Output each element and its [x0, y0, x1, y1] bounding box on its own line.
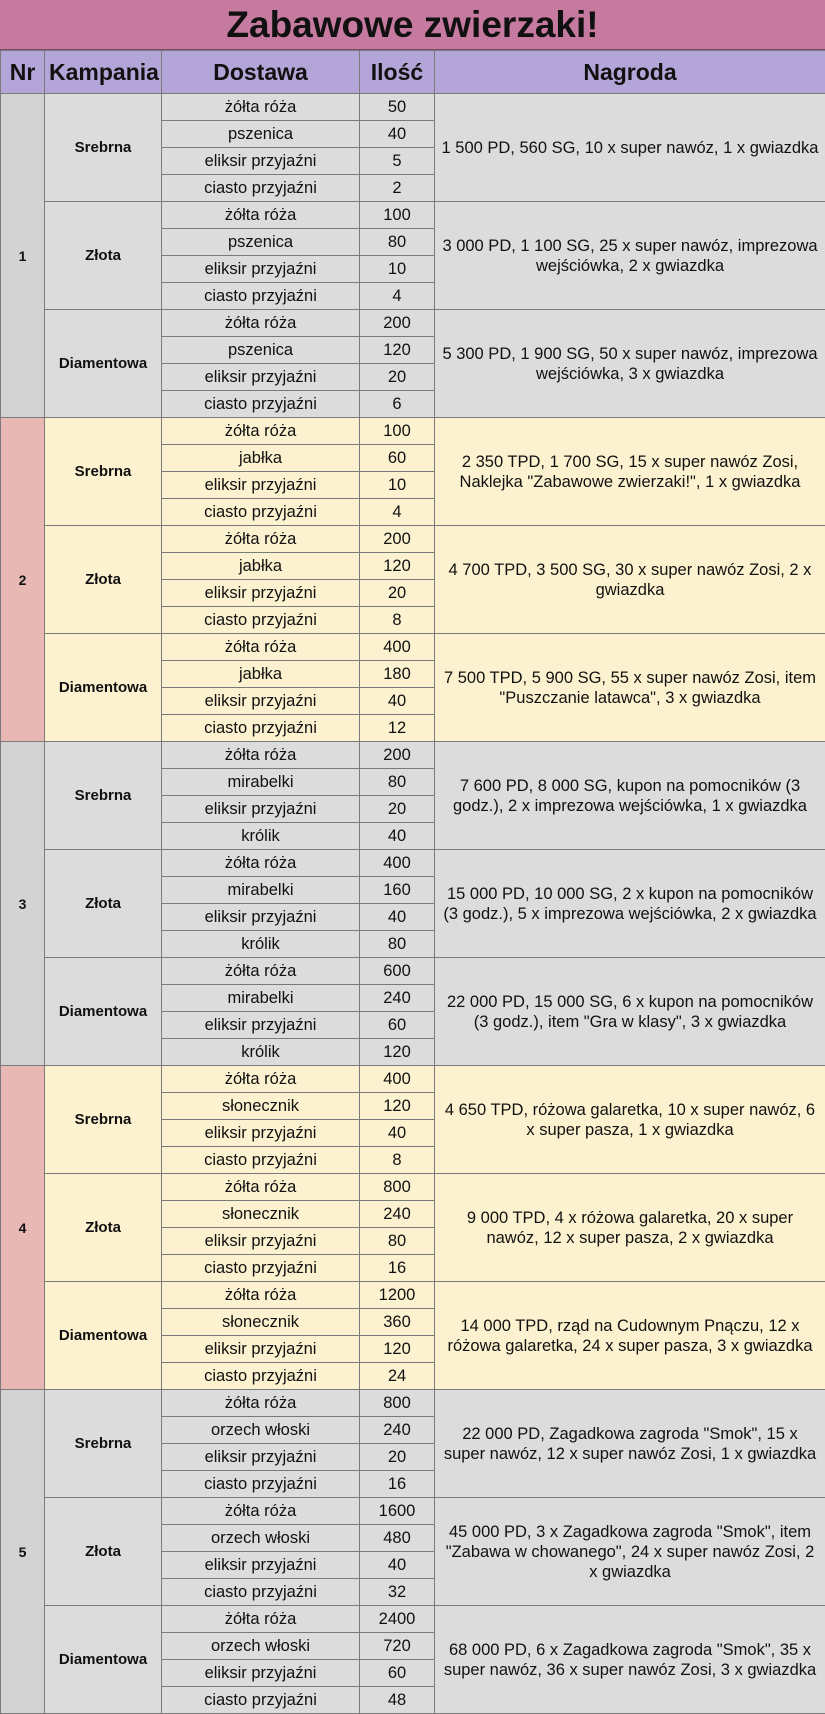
delivery-quantity: 60	[360, 445, 435, 472]
delivery-quantity: 6	[360, 391, 435, 418]
delivery-quantity: 120	[360, 1093, 435, 1120]
delivery-item: pszenica	[162, 337, 360, 364]
campaign-reward: 15 000 PD, 10 000 SG, 2 x kupon na pomocników (3 godz.), 5 x imprezowa wejściówka, 2 x gwiazdka	[435, 850, 825, 958]
delivery-quantity: 1200	[360, 1282, 435, 1309]
delivery-item: pszenica	[162, 229, 360, 256]
delivery-quantity: 48	[360, 1687, 435, 1714]
campaign-name: Srebrna	[45, 742, 162, 850]
campaign-reward: 4 700 TPD, 3 500 SG, 30 x super nawóz Zosi, 2 x gwiazdka	[435, 526, 825, 634]
delivery-item: orzech włoski	[162, 1417, 360, 1444]
campaign-reward: 22 000 PD, Zagadkowa zagroda "Smok", 15 x super nawóz, 12 x super nawóz Zosi, 1 x gwiazdka	[435, 1390, 825, 1498]
group-number: 3	[1, 742, 45, 1066]
delivery-item: ciasto przyjaźni	[162, 607, 360, 634]
delivery-item: eliksir przyjaźni	[162, 1444, 360, 1471]
table-row	[1, 202, 825, 229]
delivery-item: żółta róża	[162, 310, 360, 337]
delivery-item: żółta róża	[162, 1498, 360, 1525]
table-row	[1, 310, 825, 337]
delivery-item: mirabelki	[162, 877, 360, 904]
delivery-item: eliksir przyjaźni	[162, 1120, 360, 1147]
delivery-item: ciasto przyjaźni	[162, 1579, 360, 1606]
delivery-item: słonecznik	[162, 1093, 360, 1120]
delivery-item: eliksir przyjaźni	[162, 1336, 360, 1363]
delivery-item: eliksir przyjaźni	[162, 796, 360, 823]
delivery-quantity: 120	[360, 1336, 435, 1363]
campaign-name: Diamentowa	[45, 1282, 162, 1390]
delivery-item: żółta róża	[162, 850, 360, 877]
delivery-item: żółta róża	[162, 1174, 360, 1201]
group-number: 5	[1, 1390, 45, 1714]
delivery-quantity: 120	[360, 553, 435, 580]
delivery-quantity: 400	[360, 1066, 435, 1093]
campaign-name: Złota	[45, 1498, 162, 1606]
campaign-reward: 45 000 PD, 3 x Zagadkowa zagroda "Smok", item "Zabawa w chowanego", 24 x super nawóz Zosi, 2 x gwiazdka	[435, 1498, 825, 1606]
delivery-item: orzech włoski	[162, 1633, 360, 1660]
table-row	[1, 1606, 825, 1633]
delivery-quantity: 200	[360, 742, 435, 769]
delivery-item: żółta róża	[162, 1606, 360, 1633]
delivery-quantity: 1600	[360, 1498, 435, 1525]
campaign-reward: 7 500 TPD, 5 900 SG, 55 x super nawóz Zosi, item "Puszczanie latawca", 3 x gwiazdka	[435, 634, 825, 742]
delivery-item: eliksir przyjaźni	[162, 472, 360, 499]
table-row	[1, 526, 825, 553]
table-row	[1, 1282, 825, 1309]
delivery-quantity: 8	[360, 1147, 435, 1174]
delivery-item: pszenica	[162, 121, 360, 148]
header-nr: Nr	[1, 51, 45, 94]
header-row	[1, 51, 825, 94]
campaign-name: Srebrna	[45, 1390, 162, 1498]
delivery-quantity: 120	[360, 1039, 435, 1066]
delivery-quantity: 240	[360, 1417, 435, 1444]
delivery-item: ciasto przyjaźni	[162, 1471, 360, 1498]
delivery-item: ciasto przyjaźni	[162, 1147, 360, 1174]
campaign-reward: 9 000 TPD, 4 x różowa galaretka, 20 x super nawóz, 12 x super pasza, 2 x gwiazdka	[435, 1174, 825, 1282]
delivery-quantity: 240	[360, 1201, 435, 1228]
delivery-quantity: 800	[360, 1390, 435, 1417]
delivery-item: eliksir przyjaźni	[162, 580, 360, 607]
delivery-item: żółta róża	[162, 958, 360, 985]
delivery-quantity: 20	[360, 1444, 435, 1471]
delivery-item: ciasto przyjaźni	[162, 1255, 360, 1282]
delivery-item: eliksir przyjaźni	[162, 364, 360, 391]
delivery-quantity: 4	[360, 499, 435, 526]
delivery-quantity: 40	[360, 1552, 435, 1579]
delivery-item: eliksir przyjaźni	[162, 1228, 360, 1255]
delivery-quantity: 4	[360, 283, 435, 310]
delivery-quantity: 480	[360, 1525, 435, 1552]
delivery-quantity: 40	[360, 904, 435, 931]
delivery-item: ciasto przyjaźni	[162, 1363, 360, 1390]
campaign-reward: 4 650 TPD, różowa galaretka, 10 x super nawóz, 6 x super pasza, 1 x gwiazdka	[435, 1066, 825, 1174]
delivery-item: żółta róża	[162, 202, 360, 229]
delivery-quantity: 10	[360, 472, 435, 499]
table-row	[1, 1066, 825, 1093]
delivery-item: eliksir przyjaźni	[162, 148, 360, 175]
group-number: 1	[1, 94, 45, 418]
delivery-quantity: 720	[360, 1633, 435, 1660]
delivery-item: ciasto przyjaźni	[162, 175, 360, 202]
delivery-quantity: 24	[360, 1363, 435, 1390]
delivery-quantity: 80	[360, 1228, 435, 1255]
table-row	[1, 634, 825, 661]
campaign-name: Diamentowa	[45, 958, 162, 1066]
table-row	[1, 1390, 825, 1417]
campaign-name: Srebrna	[45, 1066, 162, 1174]
delivery-item: słonecznik	[162, 1201, 360, 1228]
campaign-name: Złota	[45, 1174, 162, 1282]
delivery-item: żółta róża	[162, 526, 360, 553]
delivery-quantity: 2	[360, 175, 435, 202]
delivery-item: żółta róża	[162, 742, 360, 769]
delivery-item: eliksir przyjaźni	[162, 1552, 360, 1579]
delivery-item: eliksir przyjaźni	[162, 904, 360, 931]
delivery-quantity: 120	[360, 337, 435, 364]
campaign-name: Srebrna	[45, 418, 162, 526]
delivery-quantity: 2400	[360, 1606, 435, 1633]
delivery-item: eliksir przyjaźni	[162, 688, 360, 715]
delivery-quantity: 800	[360, 1174, 435, 1201]
campaign-name: Złota	[45, 850, 162, 958]
delivery-item: królik	[162, 823, 360, 850]
delivery-quantity: 200	[360, 526, 435, 553]
group-number: 4	[1, 1066, 45, 1390]
delivery-quantity: 50	[360, 94, 435, 121]
delivery-item: mirabelki	[162, 985, 360, 1012]
delivery-item: królik	[162, 1039, 360, 1066]
campaign-reward: 68 000 PD, 6 x Zagadkowa zagroda "Smok", 35 x super nawóz, 36 x super nawóz Zosi, 3 x gwiazdka	[435, 1606, 825, 1714]
delivery-quantity: 40	[360, 1120, 435, 1147]
campaign-reward: 3 000 PD, 1 100 SG, 25 x super nawóz, imprezowa wejściówka, 2 x gwiazdka	[435, 202, 825, 310]
campaign-name: Srebrna	[45, 94, 162, 202]
campaign-name: Złota	[45, 202, 162, 310]
campaign-name: Diamentowa	[45, 1606, 162, 1714]
page-title: Zabawowe zwierzaki!	[0, 0, 825, 50]
delivery-quantity: 80	[360, 229, 435, 256]
delivery-quantity: 40	[360, 823, 435, 850]
table-row	[1, 94, 825, 121]
delivery-quantity: 10	[360, 256, 435, 283]
delivery-quantity: 16	[360, 1471, 435, 1498]
table-row	[1, 850, 825, 877]
group-number: 2	[1, 418, 45, 742]
delivery-item: słonecznik	[162, 1309, 360, 1336]
delivery-quantity: 32	[360, 1579, 435, 1606]
delivery-quantity: 16	[360, 1255, 435, 1282]
delivery-quantity: 20	[360, 364, 435, 391]
delivery-item: eliksir przyjaźni	[162, 1012, 360, 1039]
campaign-name: Złota	[45, 526, 162, 634]
delivery-quantity: 180	[360, 661, 435, 688]
delivery-quantity: 40	[360, 121, 435, 148]
campaign-reward: 7 600 PD, 8 000 SG, kupon na pomocników (3 godz.), 2 x imprezowa wejściówka, 1 x gwiazdka	[435, 742, 825, 850]
table-row	[1, 958, 825, 985]
header-nagroda: Nagroda	[435, 51, 825, 94]
delivery-quantity: 160	[360, 877, 435, 904]
delivery-item: żółta róża	[162, 1390, 360, 1417]
delivery-item: jabłka	[162, 445, 360, 472]
delivery-item: eliksir przyjaźni	[162, 1660, 360, 1687]
delivery-item: ciasto przyjaźni	[162, 715, 360, 742]
campaign-reward: 1 500 PD, 560 SG, 10 x super nawóz, 1 x gwiazdka	[435, 94, 825, 202]
delivery-quantity: 60	[360, 1660, 435, 1687]
table-row	[1, 1174, 825, 1201]
campaign-reward: 5 300 PD, 1 900 SG, 50 x super nawóz, imprezowa wejściówka, 3 x gwiazdka	[435, 310, 825, 418]
delivery-quantity: 60	[360, 1012, 435, 1039]
delivery-item: królik	[162, 931, 360, 958]
delivery-item: eliksir przyjaźni	[162, 256, 360, 283]
delivery-item: żółta róża	[162, 1066, 360, 1093]
delivery-item: jabłka	[162, 553, 360, 580]
delivery-quantity: 200	[360, 310, 435, 337]
table-row	[1, 418, 825, 445]
table-row	[1, 742, 825, 769]
table-row	[1, 1498, 825, 1525]
header-ilosc: Ilość	[360, 51, 435, 94]
delivery-quantity: 100	[360, 202, 435, 229]
campaign-name: Diamentowa	[45, 634, 162, 742]
delivery-quantity: 12	[360, 715, 435, 742]
delivery-item: ciasto przyjaźni	[162, 391, 360, 418]
table-body	[1, 94, 825, 1714]
campaign-reward: 2 350 TPD, 1 700 SG, 15 x super nawóz Zosi, Naklejka "Zabawowe zwierzaki!", 1 x gwiazdka	[435, 418, 825, 526]
header-kampania: Kampania	[45, 51, 162, 94]
campaign-reward: 14 000 TPD, rząd na Cudownym Pnączu, 12 x różowa galaretka, 24 x super pasza, 3 x gwiazdka	[435, 1282, 825, 1390]
delivery-item: ciasto przyjaźni	[162, 283, 360, 310]
delivery-item: żółta róża	[162, 1282, 360, 1309]
delivery-item: jabłka	[162, 661, 360, 688]
delivery-quantity: 400	[360, 850, 435, 877]
delivery-item: żółta róża	[162, 634, 360, 661]
campaign-reward: 22 000 PD, 15 000 SG, 6 x kupon na pomocników (3 godz.), item "Gra w klasy", 3 x gwiazdka	[435, 958, 825, 1066]
delivery-quantity: 8	[360, 607, 435, 634]
delivery-quantity: 80	[360, 769, 435, 796]
delivery-quantity: 360	[360, 1309, 435, 1336]
delivery-quantity: 40	[360, 688, 435, 715]
delivery-item: ciasto przyjaźni	[162, 1687, 360, 1714]
delivery-quantity: 80	[360, 931, 435, 958]
delivery-quantity: 240	[360, 985, 435, 1012]
delivery-quantity: 400	[360, 634, 435, 661]
campaign-name: Diamentowa	[45, 310, 162, 418]
delivery-quantity: 600	[360, 958, 435, 985]
delivery-item: żółta róża	[162, 94, 360, 121]
delivery-quantity: 5	[360, 148, 435, 175]
delivery-quantity: 20	[360, 580, 435, 607]
rewards-table	[0, 50, 825, 1714]
delivery-quantity: 100	[360, 418, 435, 445]
delivery-item: mirabelki	[162, 769, 360, 796]
delivery-item: orzech włoski	[162, 1525, 360, 1552]
header-dostawa: Dostawa	[162, 51, 360, 94]
delivery-item: ciasto przyjaźni	[162, 499, 360, 526]
delivery-quantity: 20	[360, 796, 435, 823]
delivery-item: żółta róża	[162, 418, 360, 445]
